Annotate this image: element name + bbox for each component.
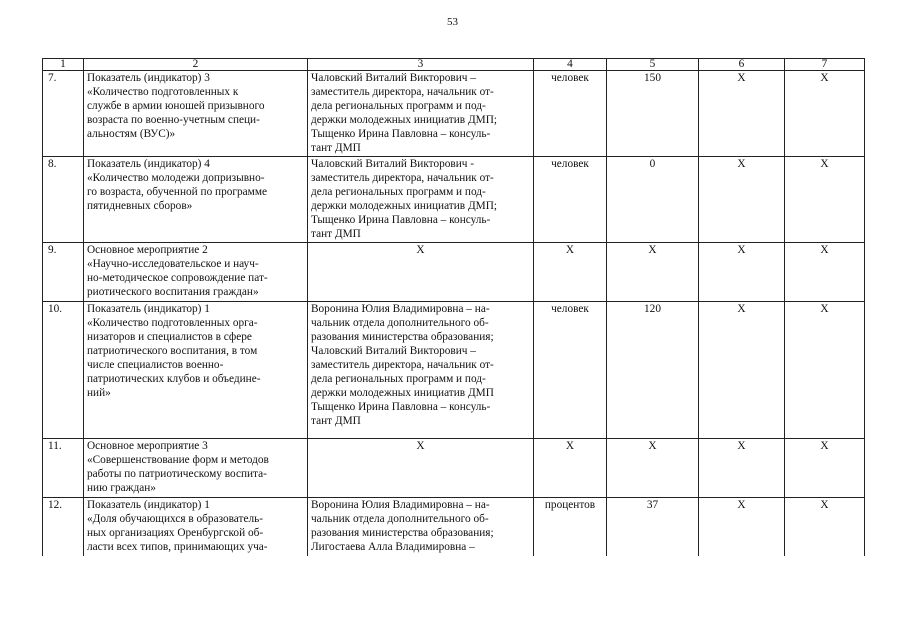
table-row [43, 498, 865, 556]
column-number: 7 [785, 59, 865, 71]
column-number: 1 [43, 59, 84, 71]
table-row [43, 439, 865, 498]
responsible-persons: Чаловский Виталий Викторович – заместитель директора, начальник от- дела региональных программ и под- держки молодежных инициатив ДМП; Тыщенко Ирина Павловна – консуль- тант ДМП [308, 71, 534, 157]
program-indicators-table [42, 58, 865, 556]
table-row [43, 302, 865, 439]
responsible-persons: Воронина Юлия Владимировна – на- чальник отдела дополнительного об- разования министерства образования; Чаловский Виталий Викторович – заместитель директора, начальник от- дела региональных программ и под- держки молодежных инициатив ДМП Тыщенко Ирина Павловна – консуль- тант ДМП [308, 302, 534, 439]
responsible-persons: Чаловский Виталий Викторович - заместитель директора, начальник от- дела региональных программ и под- держки молодежных инициатив ДМП; Тыщенко Ирина Павловна – консуль- тант ДМП [308, 157, 534, 243]
indicator-value: 120 [607, 302, 699, 439]
column-7-value: X [785, 157, 865, 243]
unit-of-measure: процентов [534, 498, 607, 556]
column-number: 2 [84, 59, 308, 71]
column-6-value: X [699, 498, 785, 556]
row-number: 7. [43, 71, 84, 157]
column-number-row [43, 59, 865, 71]
indicator-value: 37 [607, 498, 699, 556]
column-7-value: X [785, 302, 865, 439]
row-number: 9. [43, 243, 84, 302]
unit-of-measure: человек [534, 302, 607, 439]
column-number: 5 [607, 59, 699, 71]
indicator-description: Показатель (индикатор) 4 «Количество молодежи допризывно- го возраста, обученной по программе пятидневных сборов» [84, 157, 308, 243]
indicator-value: 0 [607, 157, 699, 243]
table-row [43, 157, 865, 243]
page-number: 53 [447, 16, 458, 28]
indicator-value: X [607, 439, 699, 498]
indicator-description: Показатель (индикатор) 1 «Количество подготовленных орга- низаторов и специалистов в сфере патриотического воспитания, в том числе специалистов военно- патриотических клубов и объедине- ний» [84, 302, 308, 439]
column-6-value: X [699, 439, 785, 498]
row-number: 11. [43, 439, 84, 498]
activity-description: Основное мероприятие 3 «Совершенствование форм и методов работы по патриотическому воспита- нию граждан» [84, 439, 308, 498]
column-7-value: X [785, 439, 865, 498]
column-6-value: X [699, 71, 785, 157]
responsible-persons: X [308, 439, 534, 498]
column-7-value: X [785, 71, 865, 157]
column-number: 6 [699, 59, 785, 71]
column-7-value: X [785, 498, 865, 556]
row-number: 10. [43, 302, 84, 439]
column-6-value: X [699, 302, 785, 439]
table-row [43, 243, 865, 302]
indicator-value: X [607, 243, 699, 302]
responsible-persons: Воронина Юлия Владимировна – на- чальник отдела дополнительного об- разования министерства образования; Лигостаева Алла Владимировна – [308, 498, 534, 556]
column-number: 3 [308, 59, 534, 71]
column-6-value: X [699, 243, 785, 302]
row-number: 12. [43, 498, 84, 556]
unit-of-measure: человек [534, 71, 607, 157]
table-row [43, 71, 865, 157]
indicator-description: Показатель (индикатор) 1 «Доля обучающихся в образователь- ных организациях Оренбургской об- ласти всех типов, принимающих уча- [84, 498, 308, 556]
indicator-value: 150 [607, 71, 699, 157]
column-6-value: X [699, 157, 785, 243]
column-7-value: X [785, 243, 865, 302]
column-number: 4 [534, 59, 607, 71]
unit-of-measure: X [534, 243, 607, 302]
activity-description: Основное мероприятие 2 «Научно-исследовательское и науч- но-методическое сопровождение пат- риотического воспитания граждан» [84, 243, 308, 302]
unit-of-measure: человек [534, 157, 607, 243]
row-number: 8. [43, 157, 84, 243]
responsible-persons: X [308, 243, 534, 302]
unit-of-measure: X [534, 439, 607, 498]
indicator-description: Показатель (индикатор) 3 «Количество подготовленных к службе в армии юношей призывного возраста по военно-учетным специ- альностям (ВУС)» [84, 71, 308, 157]
